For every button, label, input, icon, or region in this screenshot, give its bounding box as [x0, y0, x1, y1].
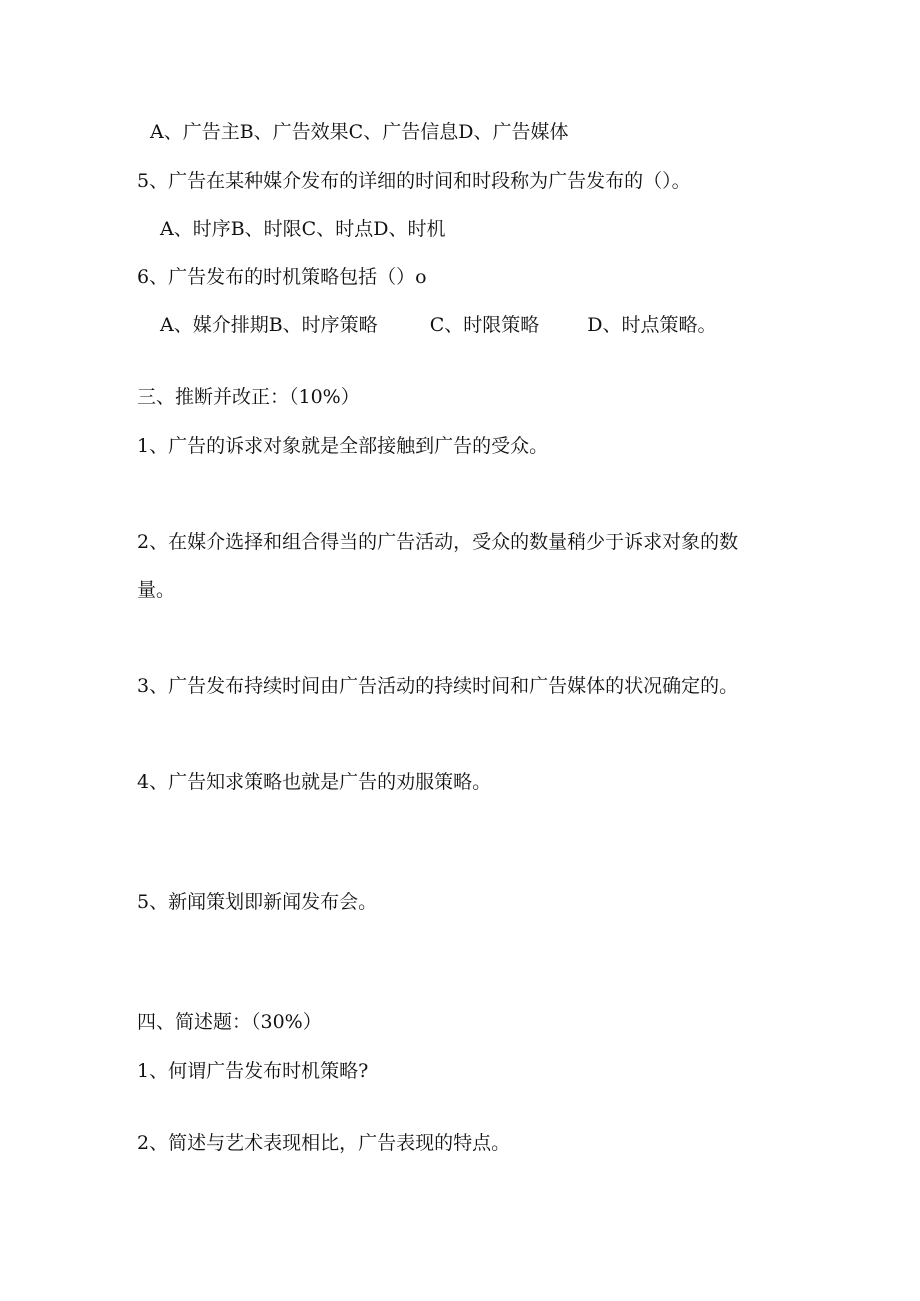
q6-option-ab: A、媒介排期B、时序策略: [160, 314, 378, 336]
q5-options: A、时序B、时限C、时点D、时机: [160, 218, 446, 240]
section4-item-2: 2、简述与艺术表现相比，广告表现的特点。: [137, 1132, 511, 1154]
section3-heading: 三、推断并改正：（10%）: [137, 386, 360, 408]
section3-item-4: 4、广告知求策略也就是广告的劝服策略。: [137, 771, 492, 793]
section3-item-1: 1、广告的诉求对象就是全部接触到广告的受众。: [137, 435, 549, 457]
section3-item-5: 5、新闻策划即新闻发布会。: [137, 891, 378, 913]
q6-options: [160, 313, 716, 337]
section3-item-3: 3、广告发布持续时间由广告活动的持续时间和广告媒体的状况确定的。: [137, 675, 739, 697]
q4-options: A、广告主B、广告效果C、广告信息D、广告媒体: [150, 121, 569, 143]
section4-item-1: 1、何谓广告发布时机策略?: [137, 1060, 369, 1082]
q6-option-c: C、时限策略: [429, 314, 540, 336]
section3-item-2-cont: 量。: [137, 579, 176, 601]
section3-item-2: 2、在媒介选择和组合得当的广告活动，受众的数量稍少于诉求对象的数: [137, 531, 739, 553]
q5-stem: 5、广告在某种媒介发布的详细的时间和时段称为广告发布的（）。: [137, 170, 691, 192]
section4-heading: 四、简述题：（30%）: [137, 1011, 322, 1033]
q6-stem: 6、广告发布的时机策略包括（）o: [137, 266, 427, 288]
q6-option-d: D、时点策略。: [587, 314, 717, 336]
